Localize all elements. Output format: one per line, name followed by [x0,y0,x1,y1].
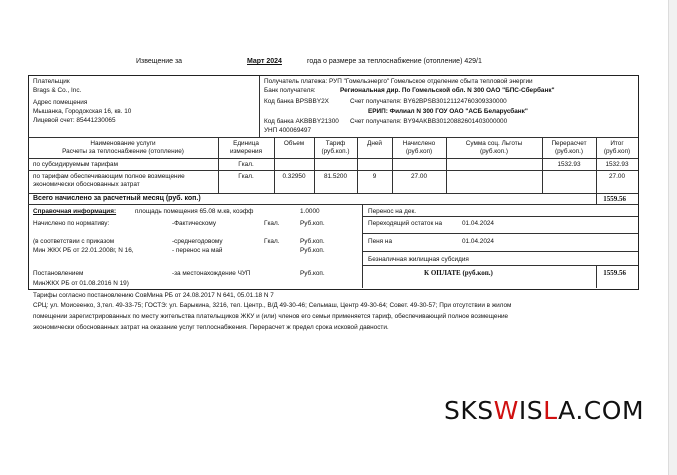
footer-line-2: помещении зарегистрированных по месту жительства плательщиков ЖКУ и (или) членов его семьи применяется тариф, обеспечивающий полное возмещение [33,313,509,320]
period-value: Март 2024 [247,58,282,65]
bank1-account: Счет получателя: BY62BPSB30121124760309330000 [350,98,507,105]
header-benefits: Сумма соц. Льготы (руб.коп.) [465,140,523,155]
table-cell-accrued: 27.00 [411,173,427,180]
header-total: Итог (руб.коп) [603,140,631,155]
table-cell-volume: 0.32950 [282,173,306,180]
account-number: Лицевой счет: 85441230065 [33,117,116,124]
header-tariff: Тариф (руб.коп.) [321,140,350,155]
notice-label: Извещение за [136,58,183,65]
area-coef: 1.0000 [300,208,320,215]
site-watermark [444,396,644,425]
bank2-account: Счет получателя: BY94AKBB30120882601403000000 [350,118,508,125]
penalty-label: Пеня на [368,238,392,245]
watermark-letter: O [601,396,622,425]
table-cell-unit: Гкал. [238,173,254,180]
watermark-letter: K [460,396,478,425]
table-total-rule [28,204,638,205]
table-cell-days: 9 [372,173,377,180]
bank1-value: Региональная дир. По Гомельской обл. N 300 ОАО "БПС-Сбербанк" [340,87,555,94]
month-total-value: 1559.56 [603,195,626,203]
bank2-code: Код банка AKBBBY21300 [264,118,339,125]
basis-line-1: (в соответствии с приказом [33,238,115,245]
bank1-code: Код банка BPSBBY2X [264,98,329,105]
tariff-note: Тарифы согласно постановлению СовМина РБ от 24.08.2017 N 641, 05.01.18 N 7 [33,292,274,299]
table-cell-tariff: 81.5200 [323,173,348,180]
table-cell-service: по тарифам обеспечивающим полное возмещение экономически обоснованных затрат [33,173,185,188]
bank1-label: Банк получателя: [264,87,316,94]
area-text: площадь помещения 65.08 м.кв, коэфф [135,208,254,215]
erip-line: ЕРИП: Филиал N 300 ГОУ ОАО "АСБ Беларусбанк" [368,108,528,115]
decree-line-1: Постановлением [33,270,84,277]
actual-unit: Гкал. [264,220,280,227]
table-cell-service: по субсидируемым тарифам [33,161,118,168]
watermark-letter: S [477,396,494,425]
outstanding-label: Переходящий остаток на [368,220,443,227]
subsidy-label: Безналичная жилищная субсидия [368,256,469,263]
table-cell-unit: Гкал. [238,161,254,168]
avg-currency: Руб.коп. [300,238,325,245]
actual-currency: Руб.коп. [300,220,325,227]
month-total-label: Всего начислено за расчетный месяц (руб. коп.) [33,195,201,202]
norm-label: Начислено по нормативу: [33,220,110,227]
page-edge [668,0,677,475]
address-value: Мышанка, Городокская 16, кв. 10 [33,108,132,115]
payer-divider [259,76,260,137]
side-rule [362,233,638,234]
local-label: -за местонахождение ЧУП [172,270,251,277]
watermark-letter: A [558,396,576,425]
side-rule [362,251,638,252]
table-cell-total: 27.00 [609,173,625,180]
header-services: Наименование услуги Расчеты за теплоснабжение (отопление) [62,140,184,155]
watermark-letter: S [526,396,544,425]
header-unit: Единица измерения [229,140,263,155]
table-row-rule [28,193,638,194]
may-transfer-currency: Руб.коп. [300,247,325,254]
watermark-letter: W [493,396,519,425]
transfer-dec-label: Перенос на дек. [368,208,417,215]
header-accrued: Начислено (руб.коп) [402,140,436,155]
pay-value: 1559.56 [603,269,626,277]
header-days: Дней [367,140,382,147]
may-transfer-label: - перенос на май [172,247,223,254]
footer-line-3: экономически обоснованных затрат на оказание услуг теплоснабжения. Перерасчет ж предел срока исковой давности. [33,324,389,331]
pay-label: К ОПЛАТЕ (руб.коп.) [424,269,493,277]
watermark-letter: C [583,396,602,425]
watermark-letter: M [621,396,645,425]
watermark-letter: . [575,396,584,425]
unp-number: УНП 400069497 [264,127,312,134]
address-label: Адрес помещения [33,99,88,106]
outstanding-date: 01.04.2024 [462,220,494,227]
local-currency: Руб.коп. [300,270,325,277]
table-top-rule [28,137,638,138]
payer-name: Brags & Co., Inc. [33,87,82,94]
actual-label: -Фактическому [172,220,217,227]
table-cell-total: 1532.93 [605,161,629,168]
watermark-letter: I [518,396,527,425]
avg-label: -среднегодовому [172,238,223,245]
notice-subject: года о размере за теплоснабжение (отопление) 429/1 [307,58,482,65]
table-cell-recalc: 1532.93 [557,161,581,168]
basis-line-2: Мин ЖКХ РБ от 22.01.2008г, N 16, [33,247,134,254]
footer-line-1: СРЦ: ул. Моисеенко, 3,тел. 49-33-75; ГОСТЭ: ул. Барыкина, 3216, тел. Центр., В/Д 49-30-46; Сельмаш, Центр 49-30-64; Совет. 49-30-57; При отсутствии в жилом [33,302,512,309]
table-row-rule [28,170,638,171]
watermark-letter: S [444,396,461,425]
recipient-line: Получатель платежа: РУП "Гомельэнерго" Гомельское отделение сбыта тепловой энергии [264,78,533,85]
side-rule [362,216,638,217]
table-header-rule [28,158,638,159]
header-recalc: Перерасчет (руб.коп.) [551,140,587,155]
header-volume: Объем [283,140,305,147]
watermark-letter: L [543,396,559,425]
payer-label: Плательщик [33,78,70,85]
reference-title: Справочная информация: [33,208,117,215]
avg-unit: Гкал. [264,238,280,245]
decree-line-2: МинЖКХ РБ от 01.08.2016 N 19) [33,280,129,287]
penalty-date: 01.04.2024 [462,238,494,245]
